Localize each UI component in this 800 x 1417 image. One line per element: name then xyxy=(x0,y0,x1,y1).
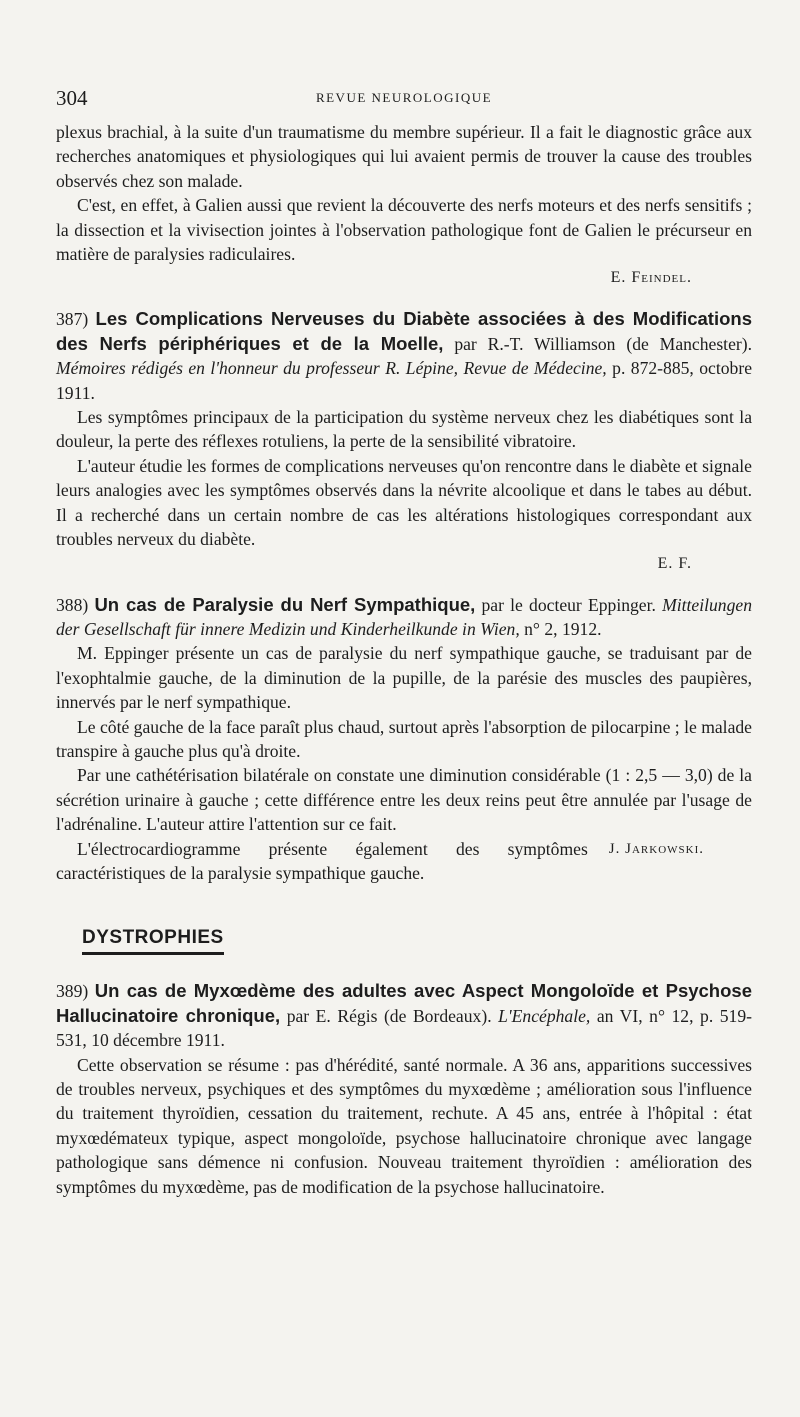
entry-signature: J. Jarkowski. xyxy=(608,840,704,857)
entry-source: L'Encéphale, xyxy=(498,1005,591,1026)
entry-source: Mémoires rédigés en l'honneur du professeur R. Lépine, Revue de Médecine, xyxy=(56,358,607,379)
abstract-entry-389 xyxy=(56,979,752,1199)
entry-paragraph: Cette observation se résume : pas d'hérédité, santé normale. A 36 ans, apparitions successives de troubles nerveux, psychiques et des symptômes du myxœdème ; amélioration sous l'influence du traitement thyroïdien, cessation du traitement, rechute. A 45 ans, entrée à l'hôpital : état myxœdémateux typique, aspect mongoloïde, psychose hallucinatoire chronique avec langage pathologique sans démence ni confusion. Nouveau traitement thyroïdien : amélioration des symptômes du myxœdème, pas de modification de la psychose hallucinatoire. xyxy=(56,1054,752,1197)
page-body xyxy=(56,120,752,1199)
entry-source-details: n° 2, 1912. xyxy=(519,618,602,639)
page-number: 304 xyxy=(56,86,88,110)
entry-source-details: p. 872-885, octobre 1911. xyxy=(56,358,753,403)
abstract-entry-388 xyxy=(56,593,752,886)
entry-source-details: an VI, n° 12, p. 519-531, 10 décembre 1911. xyxy=(56,1005,752,1051)
entry-paragraph: L'auteur étudie les formes de complications nerveuses qu'on rencontre dans le diabète et signale leurs analogies avec les symptômes observés dans la névrite alcoolique et dans le tabes au début. Il a recherché dans un certain nombre de cas les altérations histologiques correspondant aux troubles nerveux du diabète. xyxy=(56,455,752,550)
entry-paragraph: Le côté gauche de la face paraît plus chaud, surtout après l'absorption de pilocarpine ; le malade transpire à gauche plus qu'à droite. xyxy=(56,716,752,761)
section-heading xyxy=(56,927,752,955)
page-header xyxy=(56,86,752,110)
entry-title: Un cas de Paralysie du Nerf Sympathique, xyxy=(94,593,476,615)
signature-feindel: E. Feindel. xyxy=(610,269,692,287)
entry-byline: par E. Régis (de Bordeaux). xyxy=(280,1005,499,1026)
entry-number: 387) xyxy=(56,309,89,330)
running-title: REVUE NEUROLOGIQUE xyxy=(315,90,493,105)
entry-number: 388) xyxy=(56,594,89,615)
continuation-paragraph-2: C'est, en effet, à Galien aussi que revient la découverte des nerfs moteurs et des nerfs sensitifs ; la dissection et la vivisection jointes à l'observation pathologique font de Galien le précurseur en matière de paralysies radiculaires. xyxy=(56,195,752,265)
entry-paragraph: J. Jarkowski. L'électrocardiogramme présente également des symptômes caractéristiques de la paralysie sympathique gauche. xyxy=(56,837,752,886)
entry-byline: par R.-T. Williamson (de Manchester). xyxy=(443,333,752,354)
entry-number: 389) xyxy=(56,981,89,1002)
continuation-paragraph-1: plexus brachial, à la suite d'un traumatisme du membre supérieur. Il a fait le diagnostic grâce aux recherches anatomiques et physiologiques qui lui avaient permis de trouver la cause des troubles observés chez son malade. xyxy=(56,122,752,191)
entry-title: Un cas de Myxœdème des adultes avec Aspect Mongoloïde et Psychose Hallucinatoire chronique, xyxy=(56,980,752,1026)
section-title: DYSTROPHIES xyxy=(82,927,224,955)
entry-title: Les Complications Nerveuses du Diabète associées à des Modifications des Nerfs périphériques et de la Moelle, xyxy=(56,308,752,354)
entry-signature: E. F. xyxy=(657,554,692,572)
abstract-entry-387 xyxy=(56,307,752,575)
entry-paragraph: Les symptômes principaux de la participation du système nerveux chez les diabétiques sont la douleur, la perte des réflexes rotuliens, la perte de la sensibilité vibratoire. xyxy=(56,407,752,452)
entry-source: Mitteilungen der Gesellschaft für innere Medizin und Kinderheilkunde in Wien, xyxy=(56,594,752,639)
entry-paragraph: Par une cathétérisation bilatérale on constate une diminution considérable (1 : 2,5 — 3,0) de la sécrétion urinaire à gauche ; cette différence entre les deux reins peut être annulée par l'usage de l'adrénaline. L'auteur attire l'attention sur ce fait. xyxy=(56,765,752,835)
entry-byline: par le docteur Eppinger. xyxy=(475,594,663,615)
entry-paragraph: M. Eppinger présente un cas de paralysie du nerf sympathique gauche, se traduisant par de l'exophtalmie gauche, de la diminution de la pupille, de la parésie des muscles des paupières, innervés par le nerf sympathique. xyxy=(56,643,752,713)
